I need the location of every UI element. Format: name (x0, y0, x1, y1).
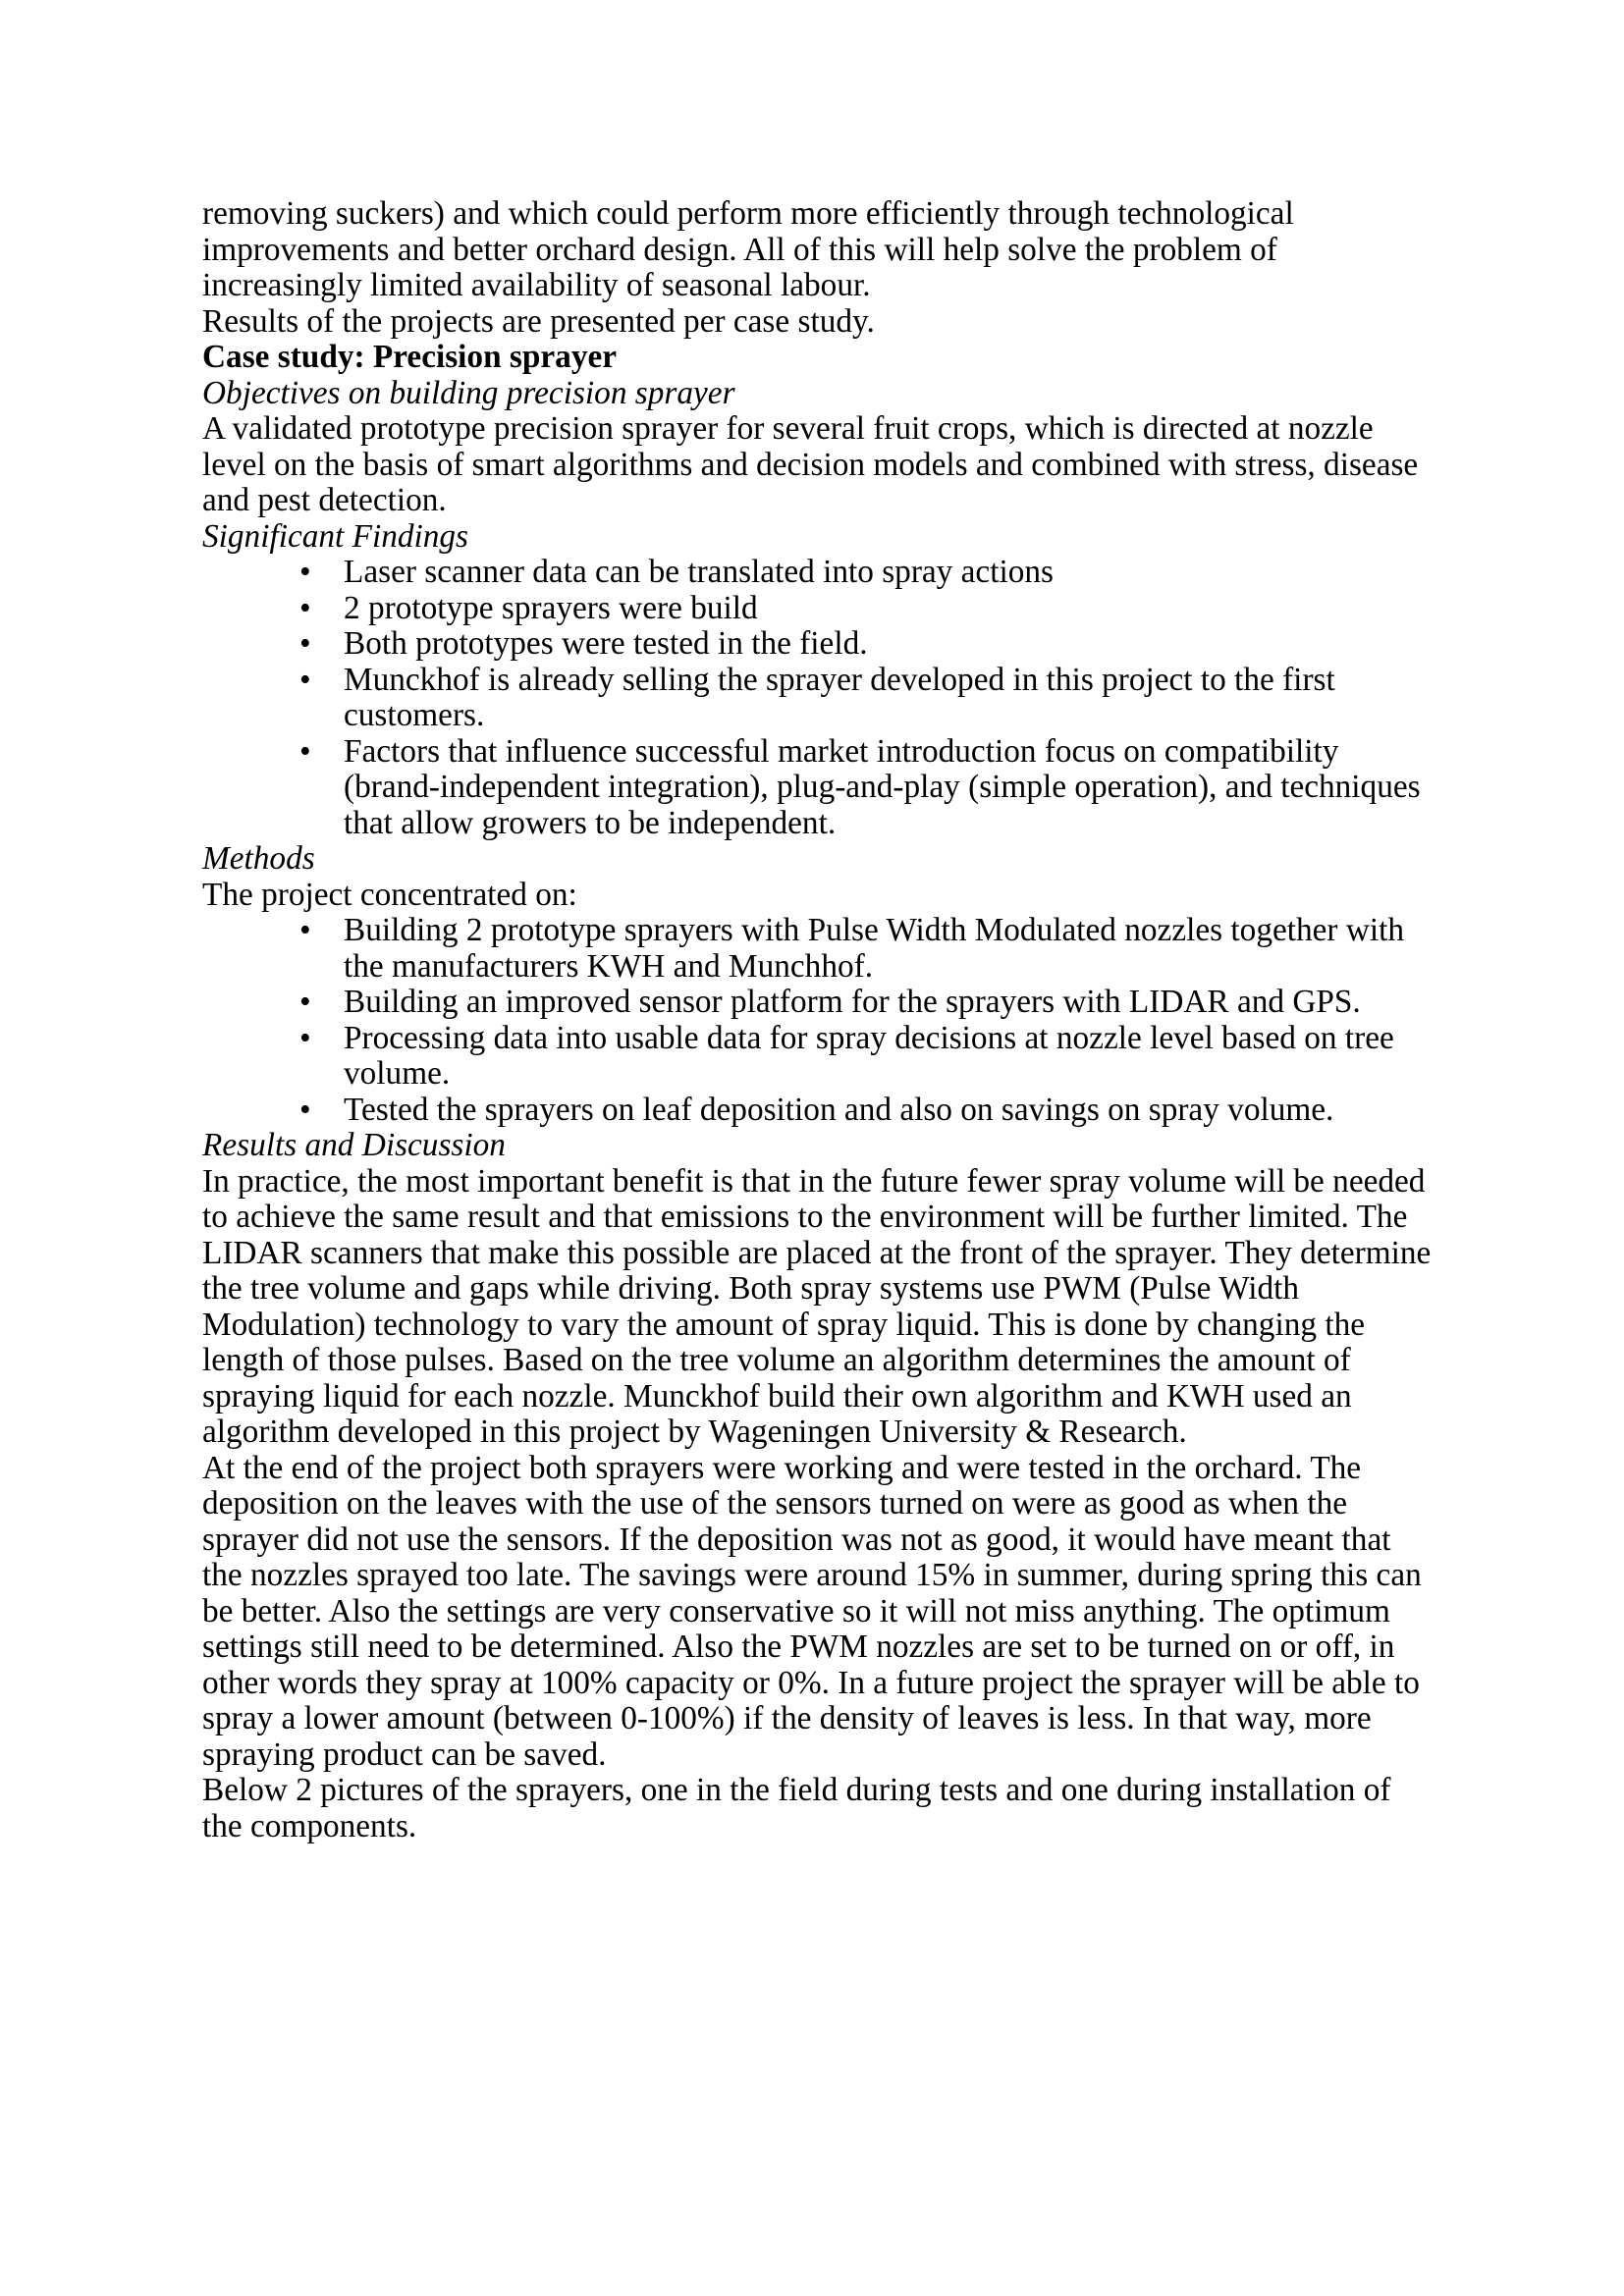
findings-heading: Significant Findings (202, 517, 468, 555)
results-discussion-heading: Results and Discussion (202, 1127, 506, 1163)
list-item: • Munckhof is already selling the sprayer developed in this project to the first customers. (202, 663, 1433, 734)
objectives-body: A validated prototype precision sprayer for several fruit crops, which is directed at nozzle level on the basis of smart algorithms and decision models and combined with stress, disease and pest detection. (202, 410, 1419, 518)
findings-list (202, 555, 1433, 841)
results-note-paragraph: Results of the projects are presented per case study. (202, 302, 875, 340)
list-item: • Laser scanner data can be translated into spray actions (202, 555, 1433, 591)
methods-section (202, 841, 1433, 913)
results-discussion-section (202, 1128, 1433, 1451)
objectives-section (202, 376, 1433, 519)
objectives-heading: Objectives on building precision sprayer (202, 374, 735, 411)
list-item: • Tested the sprayers on leaf deposition and also on savings on spray volume. (202, 1093, 1433, 1129)
list-item: • Both prototypes were tested in the field. (202, 626, 1433, 663)
list-item: • 2 prototype sprayers were build (202, 591, 1433, 627)
list-item: • Building 2 prototype sprayers with Pulse Width Modulated nozzles together with the manufacturers KWH and Munchhof. (202, 913, 1433, 985)
pictures-note-paragraph: Below 2 pictures of the sprayers, one in the field during tests and one during installation of the components. (202, 1772, 1391, 1844)
methods-lead: The project concentrated on: (202, 876, 577, 913)
list-item: • Processing data into usable data for spray decisions at nozzle level based on tree volume. (202, 1021, 1433, 1093)
methods-list (202, 913, 1433, 1128)
list-item: • Factors that influence successful market introduction focus on compatibility (brand-independent integration), plug-and-play (simple operation), and techniques that allow growers to be independent. (202, 734, 1433, 842)
results-discussion-body: In practice, the most important benefit is that in the future fewer spray volume will be needed to achieve the same result and that emissions to the environment will be further limited. The LIDAR scanners that make this possible are placed at the front of the sprayer. They determine the tree volume and gaps while driving. Both spray systems use PWM (Pulse Width Modulation) technology to vary the amount of spray liquid. This is done by changing the length of those pulses. Based on the tree volume an algorithm determines the amount of spraying liquid for each nozzle. Munckhof build their own algorithm and KWH used an algorithm developed in this project by Wageningen University & Research. (202, 1162, 1432, 1450)
testing-paragraph: At the end of the project both sprayers were working and were tested in the orchard. The deposition on the leaves with the use of the sensors turned on were as good as when the sprayer did not use the sensors. If the deposition was not as good, it would have meant that the nozzles sprayed too late. The savings were around 15% in summer, during spring this can be better. Also the settings are very conservative so it will not miss anything. The optimum settings still need to be determined. Also the PWM nozzles are set to be turned on or off, in other words they spray at 100% capacity or 0%. In a future project the sprayer will be able to spray a lower amount (between 0-100%) if the density of leaves is less. In that way, more spraying product can be saved. (202, 1449, 1422, 1773)
methods-heading: Methods (202, 840, 315, 877)
list-item: • Building an improved sensor platform for the sprayers with LIDAR and GPS. (202, 985, 1433, 1021)
case-study-heading: Case study: Precision sprayer (202, 339, 618, 375)
intro-paragraph: removing suckers) and which could perform more efficiently through technological improvements and better orchard design. All of this will help solve the problem of increasingly limited availability of seasonal labour. (202, 195, 1294, 303)
